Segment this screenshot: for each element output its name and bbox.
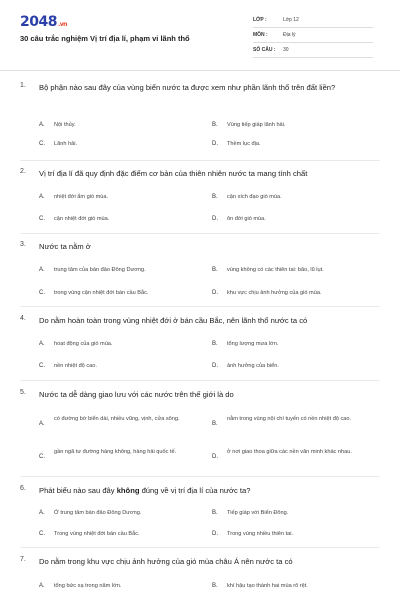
question-count-value: 30 [283, 47, 289, 53]
subject-value: Địa lý [283, 32, 296, 38]
site-logo[interactable] [20, 14, 67, 30]
question-number: 6. [20, 485, 26, 492]
question-text: Phát biểu nào sau đây không đúng về vị trí địa lí của nước ta? [39, 486, 251, 495]
question-text: Vị trí địa lí đã quy định đặc điểm cơ bản của thiên nhiên nước ta mang tính chất [39, 169, 308, 178]
question-divider [20, 233, 380, 234]
document-title: 30 câu trắc nghiệm Vị trí địa lí, phạm vi lãnh thổ [20, 34, 190, 43]
logo-text: 2048 [20, 14, 57, 30]
keyword-emphasis: không [116, 486, 140, 495]
question-number: 1. [20, 82, 26, 89]
question-text: Do nằm trong khu vực chịu ảnh hưởng của gió mùa châu Á nên nước ta có [39, 557, 293, 566]
class-label: LỚP : [253, 17, 267, 23]
question-number: 4. [20, 315, 26, 322]
question-text: Nước ta dễ dàng giao lưu với các nước trên thế giới là do [39, 390, 234, 399]
question-divider [20, 160, 380, 161]
question-text: Bộ phận nào sau đây của vùng biển nước ta được xem như phần lãnh thổ trên đất liền? [39, 83, 336, 92]
meta-divider [253, 42, 373, 43]
header-divider [0, 70, 400, 71]
question-divider [20, 380, 380, 381]
question-text: Nước ta nằm ở [39, 242, 91, 251]
question-divider [20, 547, 380, 548]
class-value: Lớp 12 [283, 17, 299, 23]
question-text: Do nằm hoàn toàn trong vùng nhiệt đới ở bán cầu Bắc, nên lãnh thổ nước ta có [39, 316, 308, 325]
question-divider [20, 476, 380, 477]
question-number: 3. [20, 241, 26, 248]
question-divider [20, 306, 380, 307]
logo-suffix: .vn [57, 21, 67, 28]
question-number: 7. [20, 556, 26, 563]
question-number: 5. [20, 389, 26, 396]
question-number: 2. [20, 168, 26, 175]
subject-label: MÔN : [253, 32, 268, 38]
meta-divider [253, 27, 373, 28]
question-count-label: SỐ CÂU : [253, 47, 276, 53]
meta-divider [253, 57, 373, 58]
